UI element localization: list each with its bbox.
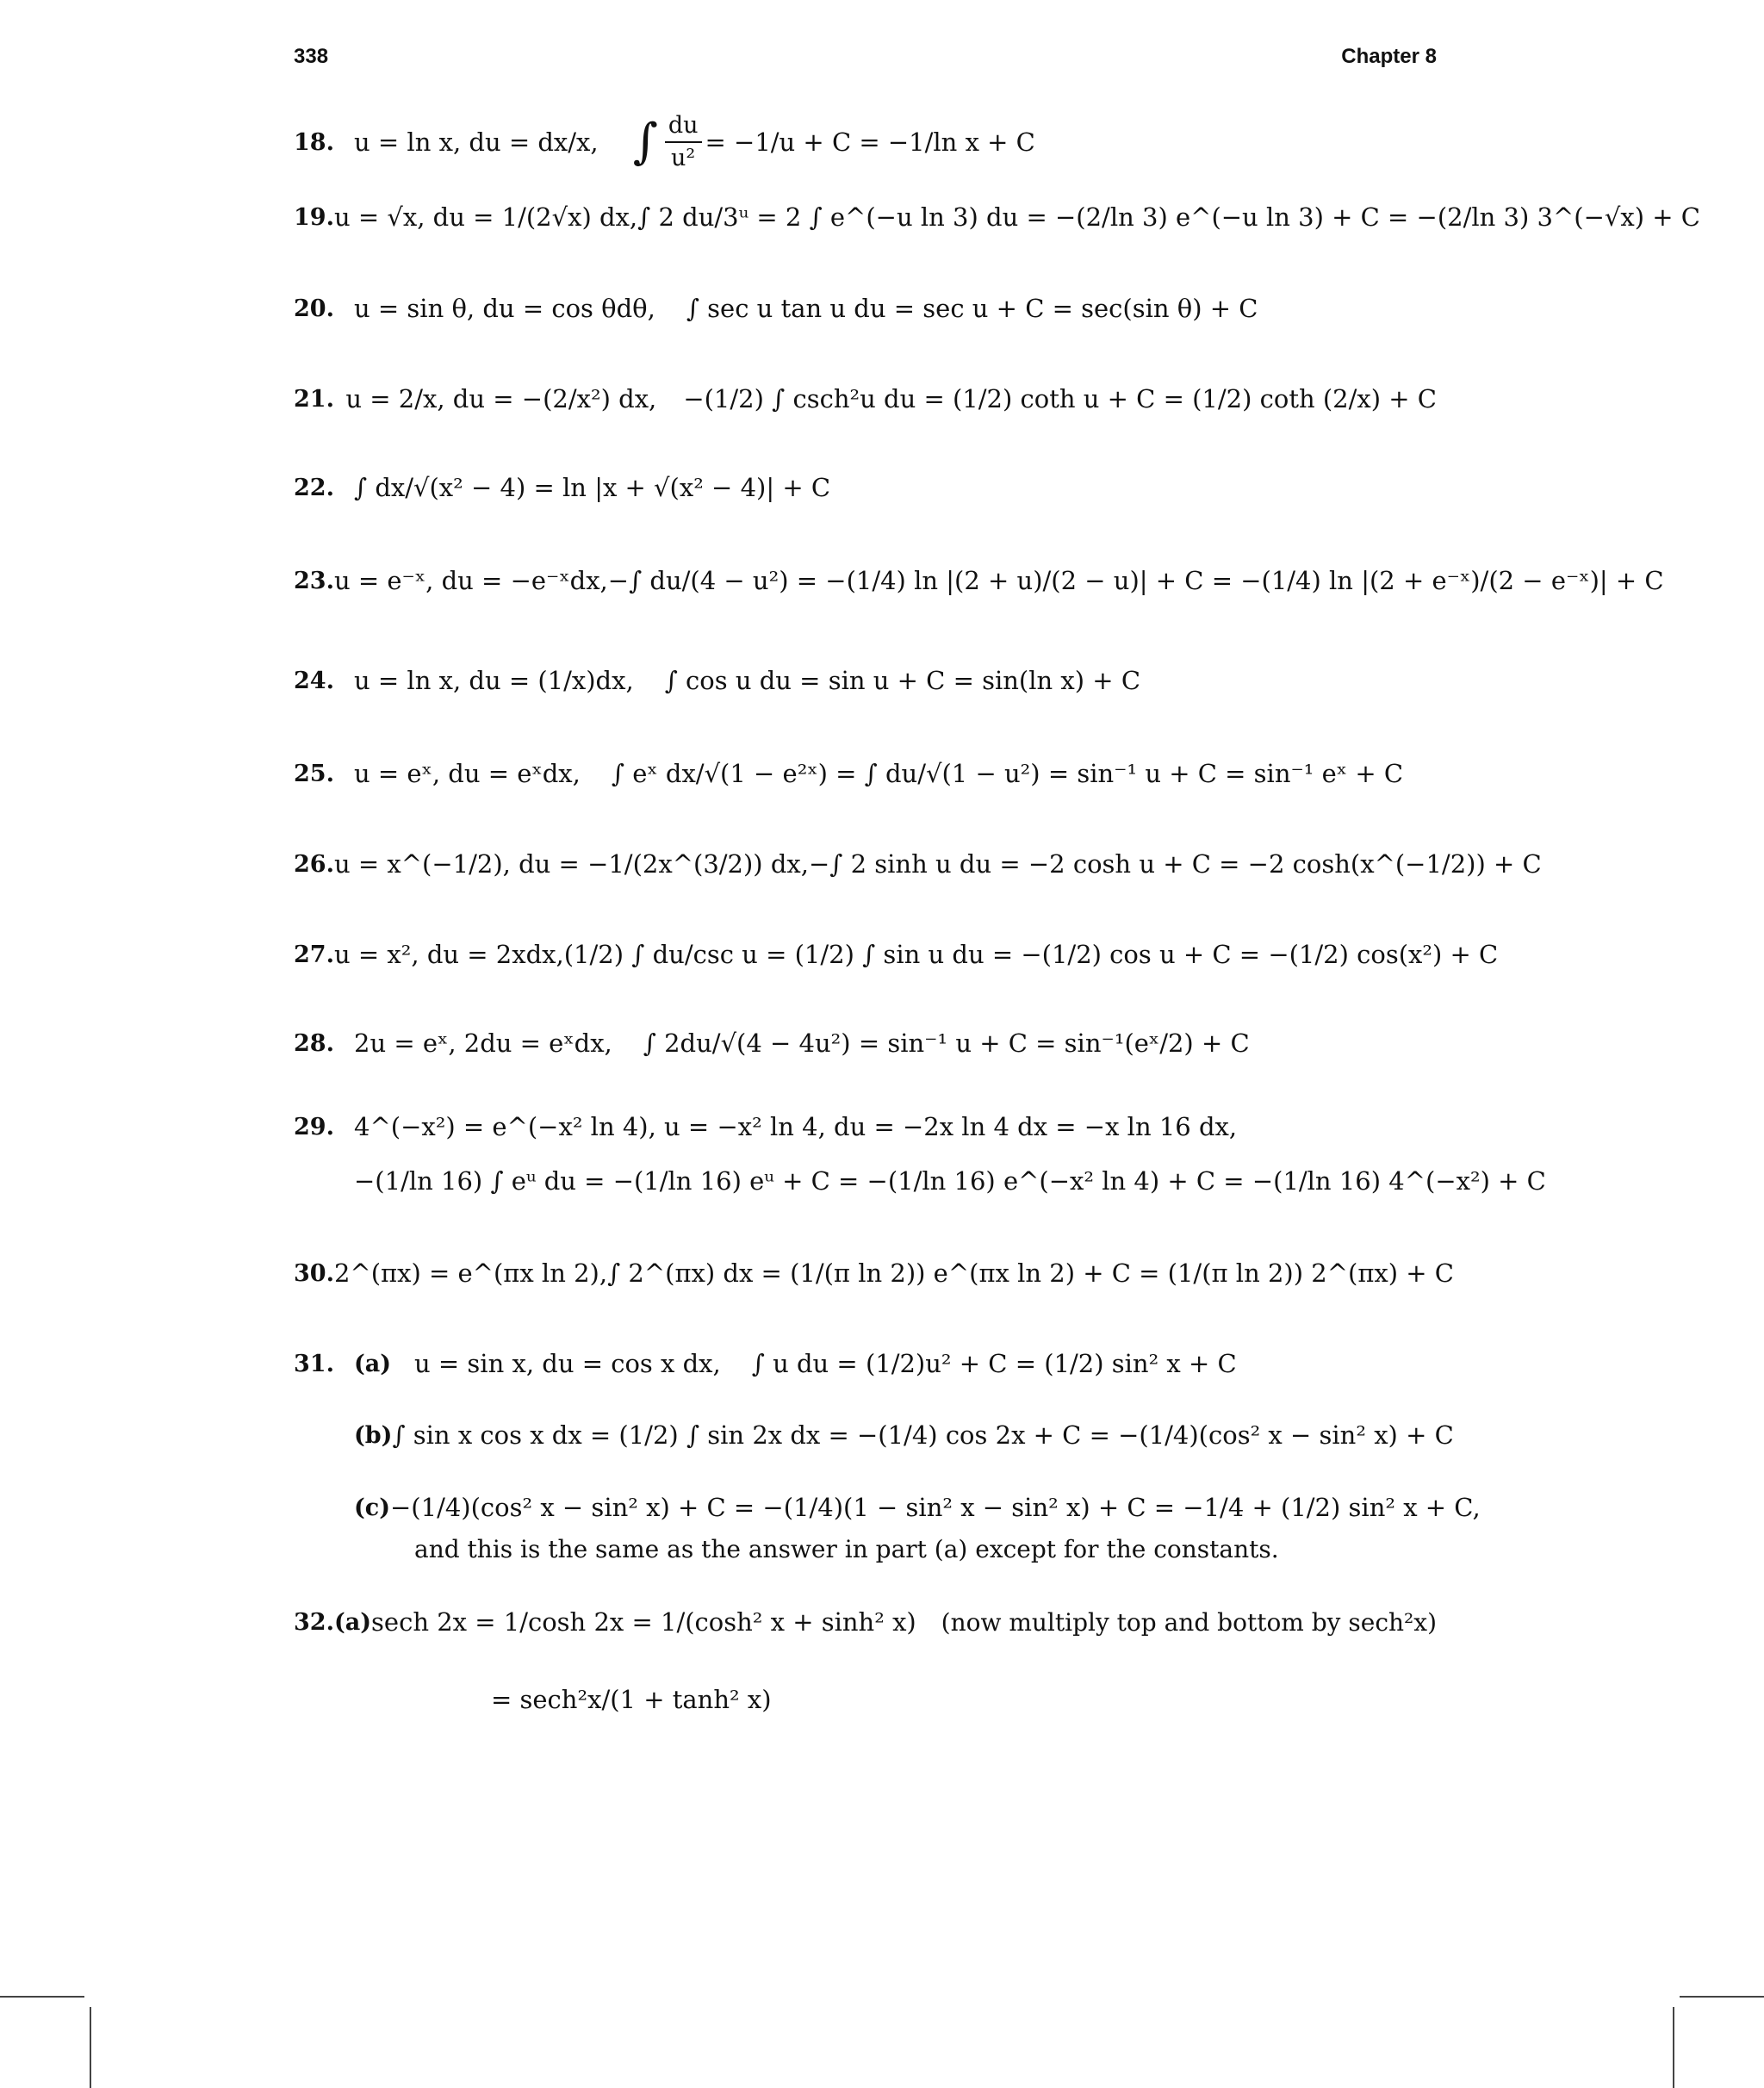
fraction <box>665 112 702 173</box>
problem-number: 19. <box>294 203 334 231</box>
problem-number: 21. <box>294 385 334 413</box>
result: ∫ cos u du = sin u + C = sin(ln x) + C <box>664 666 1141 695</box>
problem-number: 30. <box>294 1259 334 1287</box>
crop-mark <box>0 1996 84 1998</box>
problem-21 <box>294 383 1437 414</box>
result: ∫ dx/√(x² − 4) = ln |x + √(x² − 4)| + C <box>354 473 831 502</box>
problem-number: 20. <box>294 295 334 322</box>
result: ∫ 2^(πx) dx = (1/(π ln 2)) e^(πx ln 2) + C = (1/(π ln 2)) 2^(πx) + C <box>607 1258 1454 1288</box>
part-label: (a) <box>333 1608 372 1636</box>
result: = sech²x/(1 + tanh² x) <box>491 1685 772 1714</box>
problem-27 <box>294 939 1499 970</box>
substitution: u = e⁻ˣ, du = −e⁻ˣdx, <box>333 566 608 595</box>
problem-number: 27. <box>294 941 334 968</box>
substitution: u = x^(−1/2), du = −1/(2x^(3/2)) dx, <box>333 849 809 879</box>
denominator: u² <box>671 145 696 172</box>
result: ∫ sec u tan u du = sec u + C = sec(sin θ) + C <box>686 294 1258 323</box>
substitution: u = eˣ, du = eˣdx, <box>354 759 581 788</box>
problem-31a <box>294 1348 1437 1379</box>
crop-mark <box>1680 1996 1764 1998</box>
problem-23 <box>294 565 1664 596</box>
problem-18 <box>294 112 1437 173</box>
problem-31b <box>354 1420 1454 1451</box>
result: (1/2) ∫ du/csc u = (1/2) ∫ sin u du = −(1/2) cos u + C = −(1/2) cos(x²) + C <box>563 940 1499 969</box>
part-label: (b) <box>354 1421 393 1449</box>
problem-19 <box>294 202 1700 233</box>
result: −(1/ln 16) ∫ eᵘ du = −(1/ln 16) eᵘ + C = −(1/ln 16) e^(−x² ln 4) + C = −(1/ln 16) 4^(−x²) + C <box>354 1166 1546 1196</box>
integral-sign-icon: ∫ <box>632 114 658 171</box>
result: ∫ sin x cos x dx = (1/2) ∫ sin 2x dx = −(1/4) cos 2x + C = −(1/4)(cos² x − sin² x) + C <box>392 1420 1454 1450</box>
substitution: 4^(−x²) = e^(−x² ln 4), u = −x² ln 4, du = −2x ln 4 dx = −x ln 16 dx, <box>354 1112 1238 1141</box>
problem-number: 23. <box>294 567 334 594</box>
problem-31c <box>354 1492 1481 1523</box>
hint-text: (now multiply top and bottom by sech²x) <box>941 1607 1437 1637</box>
substitution: u = sin θ, du = cos θdθ, <box>354 294 655 323</box>
result: ∫ 2 du/3ᵘ = 2 ∫ e^(−u ln 3) du = −(2/ln 3) e^(−u ln 3) + C = −(2/ln 3) 3^(−√x) + C <box>637 202 1700 232</box>
problem-26 <box>294 848 1542 879</box>
part-label: (a) <box>354 1350 392 1377</box>
substitution: 2^(πx) = e^(πx ln 2), <box>333 1258 608 1288</box>
problem-22 <box>294 472 1437 503</box>
result: ∫ u du = (1/2)u² + C = (1/2) sin² x + C <box>751 1349 1237 1378</box>
result: −∫ 2 sinh u du = −2 cosh u + C = −2 cosh(x^(−1/2)) + C <box>808 849 1542 879</box>
explanation-text: and this is the same as the answer in part (a) except for the constants. <box>414 1535 1279 1563</box>
problem-number: 32. <box>294 1608 334 1636</box>
problem-number: 18. <box>294 128 334 156</box>
crop-mark <box>1673 2007 1674 2088</box>
substitution: u = √x, du = 1/(2√x) dx, <box>333 202 638 232</box>
problem-25 <box>294 758 1437 789</box>
result: ∫ eˣ dx/√(1 − e²ˣ) = ∫ du/√(1 − u²) = sin⁻¹ u + C = sin⁻¹ eˣ + C <box>611 759 1404 788</box>
problem-number: 29. <box>294 1113 334 1140</box>
problem-number: 31. <box>294 1350 334 1377</box>
chapter-label: Chapter 8 <box>1341 45 1437 68</box>
result: −(1/2) ∫ csch²u du = (1/2) coth u + C = (1/2) coth (2/x) + C <box>683 384 1437 413</box>
problem-number: 26. <box>294 850 334 878</box>
problem-number: 25. <box>294 760 334 787</box>
problem-29 <box>294 1111 1437 1142</box>
problem-24 <box>294 665 1437 696</box>
result: = −1/u + C = −1/ln x + C <box>705 127 1035 158</box>
problem-number: 22. <box>294 474 334 501</box>
problem-29-continued <box>354 1165 1546 1196</box>
substitution: u = ln x, du = (1/x)dx, <box>354 666 634 695</box>
page-number: 338 <box>294 45 329 68</box>
result: sech 2x = 1/cosh 2x = 1/(cosh² x + sinh² x) <box>371 1607 916 1637</box>
result: −∫ du/(4 − u²) = −(1/4) ln |(2 + u)/(2 − u)| + C = −(1/4) ln |(2 + e⁻ˣ)/(2 − e⁻ˣ)| + C <box>607 566 1664 595</box>
problem-number: 24. <box>294 667 334 694</box>
substitution: u = 2/x, du = −(2/x²) dx, <box>345 384 657 413</box>
problem-30 <box>294 1258 1454 1289</box>
crop-mark <box>90 2007 91 2088</box>
part-label: (c) <box>354 1494 390 1521</box>
substitution: 2u = eˣ, 2du = eˣdx, <box>354 1028 612 1058</box>
substitution: u = x², du = 2xdx, <box>333 940 564 969</box>
problem-number: 28. <box>294 1029 334 1057</box>
problem-20 <box>294 293 1437 324</box>
result: ∫ 2du/√(4 − 4u²) = sin⁻¹ u + C = sin⁻¹(eˣ/2) + C <box>643 1028 1250 1058</box>
numerator: du <box>665 112 702 143</box>
result: −(1/4)(cos² x − sin² x) + C = −(1/4)(1 − sin² x − sin² x) + C = −1/4 + (1/2) sin² x + C, <box>390 1493 1481 1522</box>
problem-32a-continued <box>491 1684 1437 1715</box>
problem-32a <box>294 1606 1437 1637</box>
problem-28 <box>294 1028 1437 1059</box>
substitution: u = ln x, du = dx/x, <box>354 127 599 158</box>
problem-31c-note <box>414 1535 1437 1563</box>
substitution: u = sin x, du = cos x dx, <box>414 1349 721 1378</box>
